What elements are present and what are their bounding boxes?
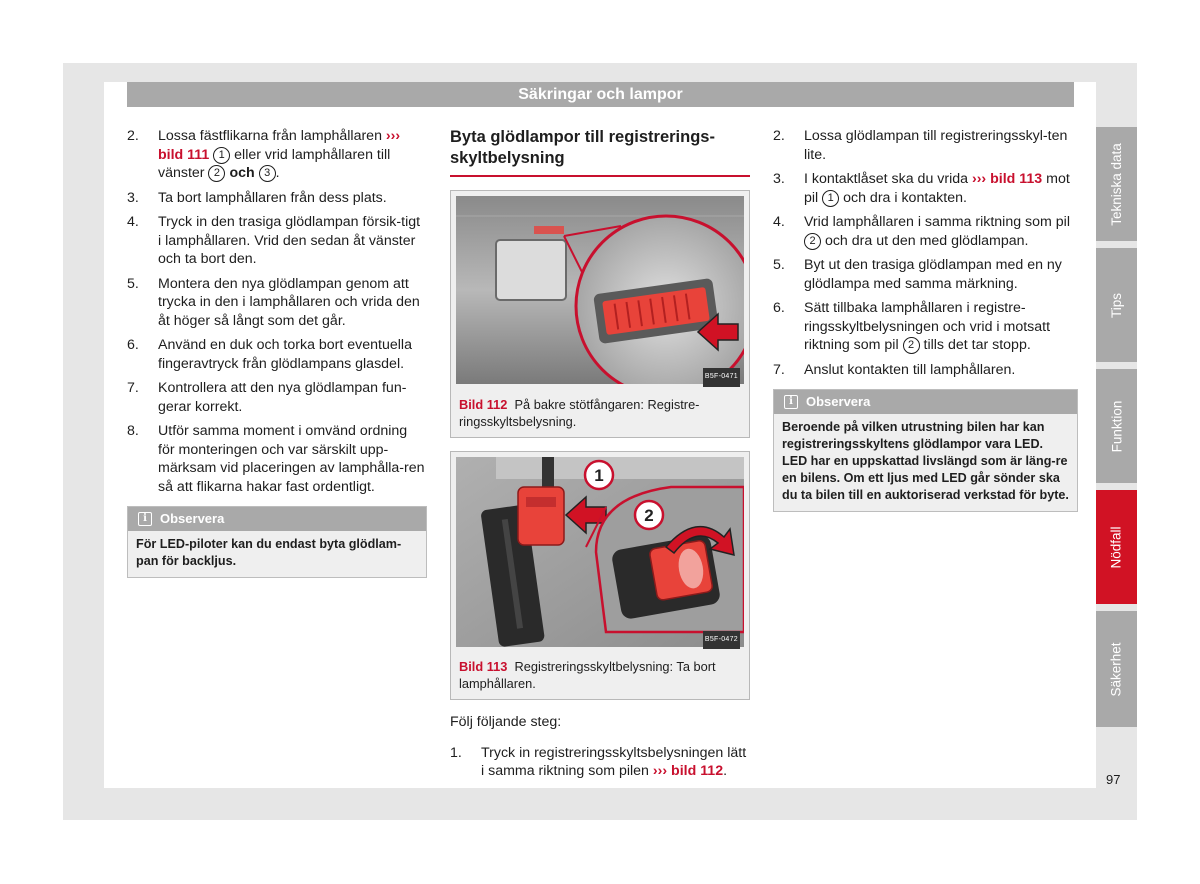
figure-112-image <box>456 196 744 390</box>
tab-tekniska-data[interactable]: Tekniska data <box>1096 127 1137 241</box>
column-left <box>127 127 427 578</box>
info-icon: i <box>784 395 798 409</box>
marker-2-icon: 2 <box>903 337 920 354</box>
marker-1-icon: 1 <box>822 190 839 207</box>
steps-list <box>773 127 1078 379</box>
list-item: 7. Anslut kontakten till lamphållaren. <box>773 361 1016 378</box>
marker-3-icon: 3 <box>259 165 276 182</box>
list-item: 3. Ta bort lamphållaren från dess plats. <box>127 189 387 206</box>
list-item: 5. Byt ut den trasiga glödlampan med en ny glödlampa med samma märkning. <box>773 257 1062 292</box>
list-item: 4. Tryck in den trasiga glödlampan försik-tigt i lamphållaren. Vrid den sedan åt vänster och ta bort den. <box>127 214 421 267</box>
tab-sakerhet[interactable]: Säkerhet <box>1096 611 1137 727</box>
figure-113-image <box>456 457 744 653</box>
note-header: i Observera <box>774 390 1077 414</box>
note-body: För LED-piloter kan du endast byta glödlam-pan för backljus. <box>136 537 402 568</box>
figure-reference-link[interactable]: ››› bild 113 <box>971 171 1043 187</box>
figure-caption: Bild 113 Registreringsskyltbelysning: Ta bort lamphållaren. <box>459 659 716 691</box>
list-item: 6. Sätt tillbaka lamphållaren i registre-ringsskyltbelysningen och vrid i motsatt riktning som pil 2 tills det tar stopp. <box>773 300 1051 353</box>
note-header: i Observera <box>128 507 426 531</box>
figure-reference-link[interactable]: ››› bild 111 <box>158 128 401 163</box>
figure-code: B5F-0471 <box>703 368 740 387</box>
marker-1-icon: 1 <box>213 147 230 164</box>
svg-text:1: 1 <box>594 465 604 485</box>
column-middle <box>450 127 750 787</box>
steps-list <box>450 744 750 781</box>
svg-text:2: 2 <box>644 505 654 525</box>
figure-113 <box>450 451 750 701</box>
list-item: 7. Kontrollera att den nya glödlampan fun-gerar korrekt. <box>127 380 407 415</box>
list-item: 4. Vrid lamphållaren i samma riktning som pil 2 och dra ut den med glödlampan. <box>773 214 1070 249</box>
marker-2-icon: 2 <box>208 165 225 182</box>
note-box <box>127 506 427 578</box>
lamp-holder-illustration <box>456 457 744 647</box>
page-number: 97 <box>1106 772 1121 787</box>
figure-reference-link[interactable]: ››› bild 112 <box>652 763 724 779</box>
section-title: Byta glödlampor till registrerings-skyltbelysning <box>450 127 750 177</box>
tab-tips[interactable]: Tips <box>1096 248 1137 362</box>
list-item: 5. Montera den nya glödlampan genom att trycka in den i lamphållaren och vrida den åt höger så långt som det går. <box>127 275 420 329</box>
marker-2-icon: 2 <box>804 233 821 250</box>
list-item: 6. Använd en duk och torka bort eventuella fingeravtryck från glödlampans glasdel. <box>127 337 412 372</box>
section-header: Säkringar och lampor <box>127 82 1074 107</box>
license-light-illustration <box>456 196 744 384</box>
list-item: 2. Lossa glödlampan till registreringsskyl-ten lite. <box>773 128 1068 163</box>
list-item: 2. Lossa fästflikarna från lamphållaren ››› bild 111 1 eller vrid lamphållaren till vänster 2 och 3 . <box>127 128 401 181</box>
list-item: 8. Utför samma moment i omvänd ordning för monteringen och var särskilt upp-märksam vid placeringen av lamphålla-ren så att flikarna hakar fast ordentligt. <box>127 423 425 495</box>
list-item: 1. Tryck in registreringsskyltsbelysningen lätt i samma riktning som pilen ››› bild 112. <box>450 744 747 779</box>
column-right <box>773 127 1078 512</box>
info-icon: i <box>138 512 152 526</box>
figure-code: B5F-0472 <box>703 631 740 650</box>
figure-112 <box>450 190 750 438</box>
steps-list <box>127 127 427 496</box>
note-body: Beroende på vilken utrustning bilen har kan registreringsskyltens glödlampor vara LED. LED har en uppskattad livslängd som är läng-re en bilens. Om ett ljus med LED går sönder ska du ta bilen till en auktoriserad verkstad för byte. <box>782 420 1069 502</box>
list-item: 3. I kontaktlåset ska du vrida ››› bild 113 mot pil 1 och dra i kontakten. <box>773 171 1070 206</box>
note-box <box>773 389 1078 512</box>
tab-funktion[interactable]: Funktion <box>1096 369 1137 483</box>
figure-caption: Bild 112 På bakre stötfångaren: Registre-ringsskyltsbelysning. <box>459 396 700 429</box>
intro-text: Följ följande steg: <box>450 714 562 730</box>
tab-nodfall[interactable]: Nödfall <box>1096 490 1137 604</box>
